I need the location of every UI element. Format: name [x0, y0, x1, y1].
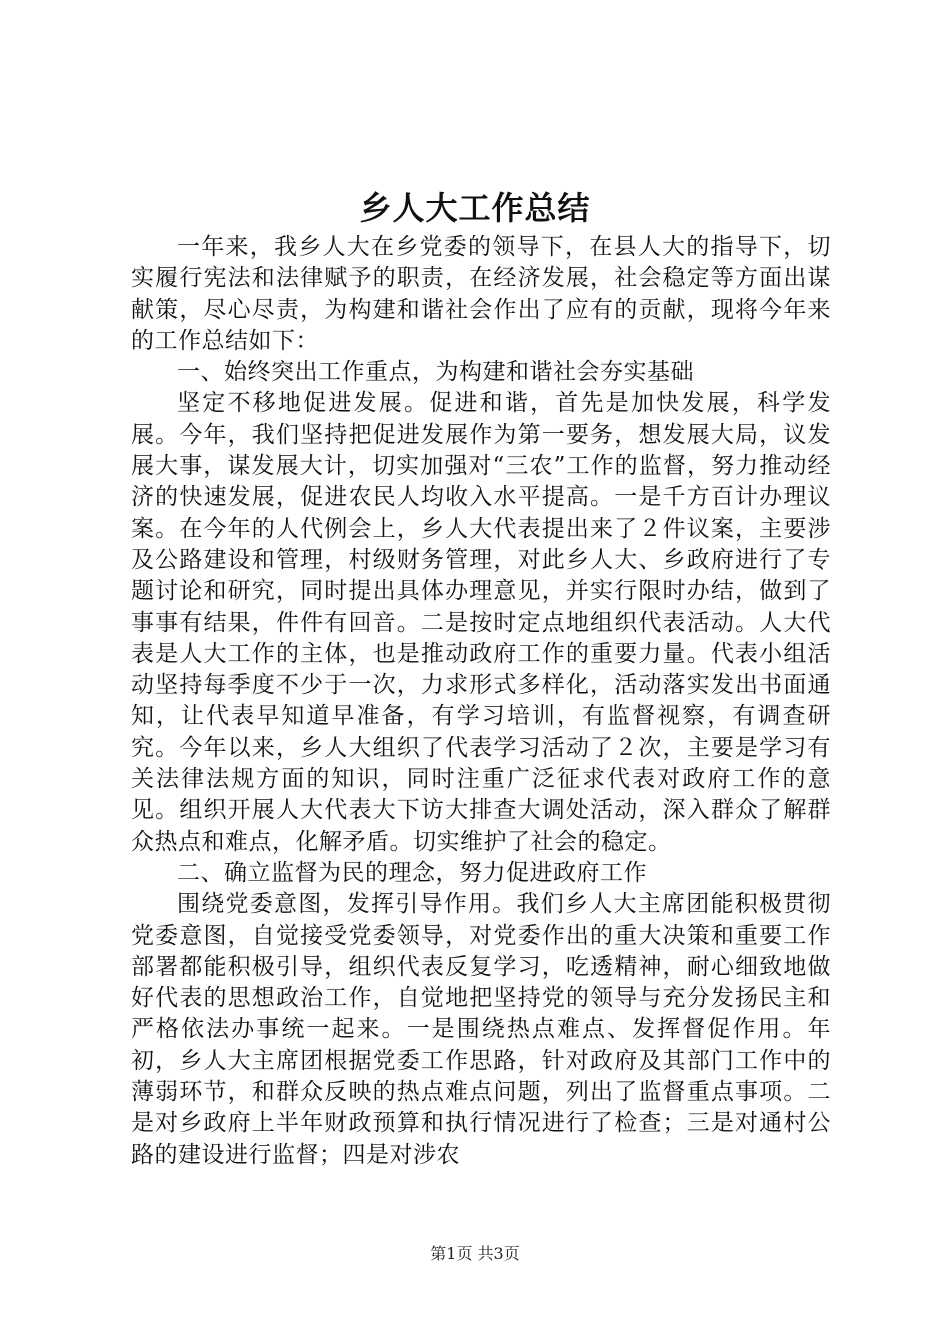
section-heading-1: 一、始终突出工作重点，为构建和谐社会夯实基础: [177, 359, 694, 386]
paragraph-intro: 一年来，我乡人大在乡党委的领导下，在县人大的指导下，切实履行宪法和法律赋予的职责，在经济发展，社会稳定等方面出谋献策，尽心尽责，为构建和谐社会作出了应有的贡献，现将今年来的工作总结如下：: [131, 234, 831, 354]
page-footer: 第1页 共3页: [430, 1244, 520, 1263]
document-title: 乡人大工作总结: [359, 189, 591, 227]
document-body: [131, 232, 831, 1171]
paragraph-section-1: 坚定不移地促进发展。促进和谐，首先是加快发展，科学发展。今年，我们坚持把促进发展作为第一要务，想发展大局，议发展大事，谋发展大计，切实加强对“三农”工作的监督，努力推动经济的快速发展，促进农民人均收入水平提高。一是千方百计办理议案。在今年的人代例会上，乡人大代表提出来了２件议案，主要涉及公路建设和管理，村级财务管理，对此乡人大、乡政府进行了专题讨论和研究，同时提出具体办理意见，并实行限时办结，做到了事事有结果，件件有回音。二是按时定点地组织代表活动。人大代表是人大工作的主体，也是推动政府工作的重要力量。代表小组活动坚持每季度不少于一次，力求形式多样化，活动落实发出书面通知，让代表早知道早准备，有学习培训，有监督视察，有调查研究。今年以来，乡人大组织了代表学习活动了２次，主要是学习有关法律法规方面的知识，同时注重广泛征求代表对政府工作的意见。组织开展人大代表大下访大排查大调处活动，深入群众了解群众热点和难点，化解矛盾。切实维护了社会的稳定。: [131, 390, 831, 855]
paragraph-section-2: 围绕党委意图，发挥引导作用。我们乡人大主席团能积极贯彻党委意图，自觉接受党委领导，对党委作出的重大决策和重要工作部署都能积极引导，组织代表反复学习，吃透精神，耐心细致地做好代表的思想政治工作，自觉地把坚持党的领导与充分发扬民主和严格依法办事统一起来。一是围绕热点难点、发挥督促作用。年初，乡人大主席团根据党委工作思路，针对政府及其部门工作中的薄弱环节，和群众反映的热点难点问题，列出了监督重点事项。二是对乡政府上半年财政预算和执行情况进行了检查；三是对通村公路的建设进行监督；四是对涉农: [131, 891, 831, 1168]
section-heading-2: 二、确立监督为民的理念，努力促进政府工作: [177, 859, 647, 886]
